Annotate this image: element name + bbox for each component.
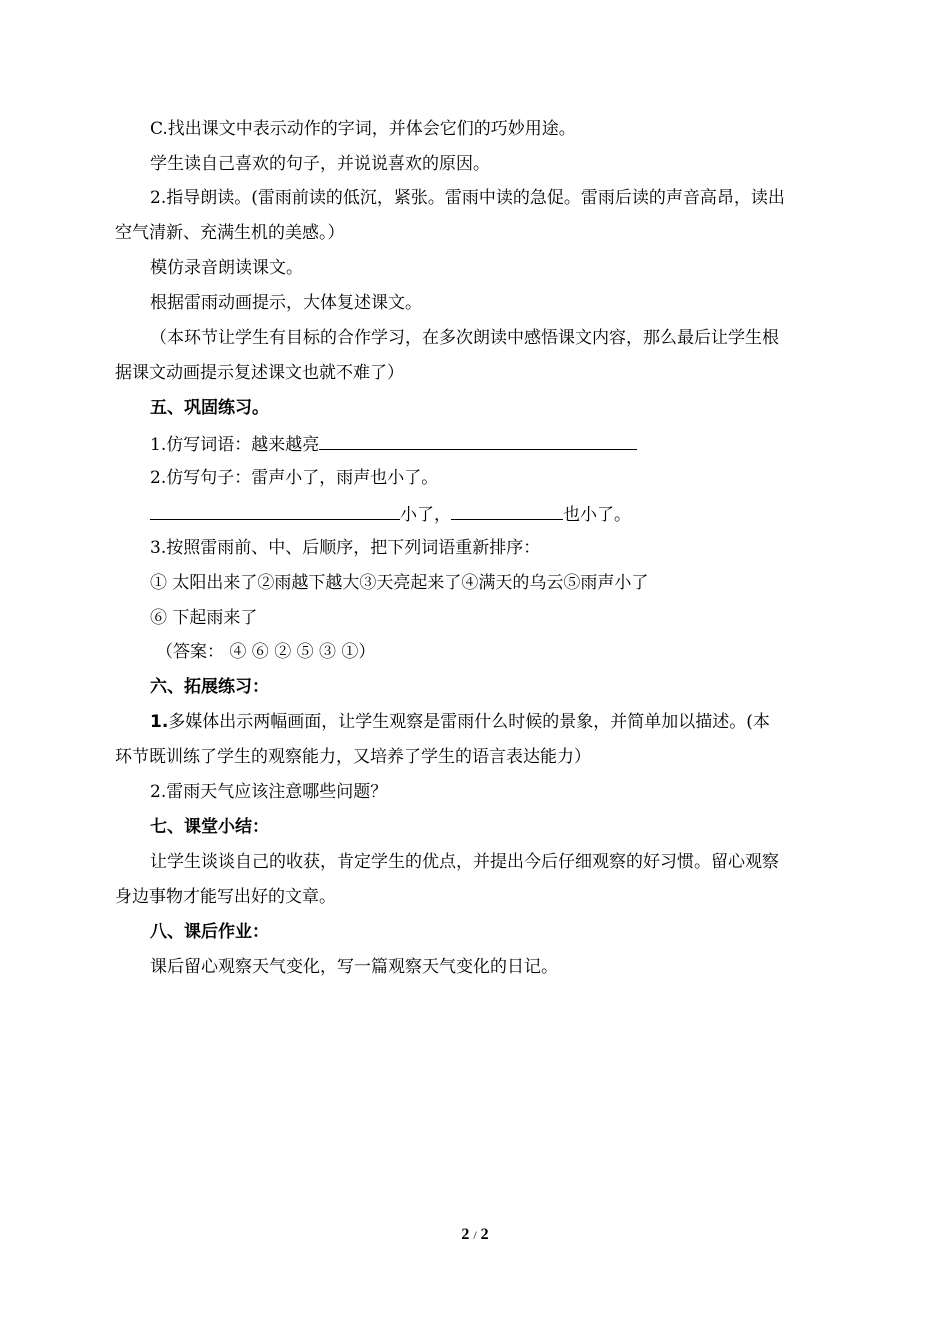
paragraph: 根据雷雨动画提示，大体复述课文。	[150, 293, 422, 313]
paragraph	[150, 710, 770, 734]
section-heading: 七、课堂小结：	[150, 817, 269, 837]
paragraph: 课后留心观察天气变化，写一篇观察天气变化的日记。	[150, 957, 558, 977]
section-heading: 五、巩固练习。	[150, 398, 269, 418]
page-separator: /	[473, 1228, 477, 1242]
paragraph: 空气清新、充满生机的美感。）	[115, 223, 345, 243]
exercise-line: 3.按照雷雨前、中、后顺序，把下列词语重新排序：	[150, 538, 541, 558]
exercise-text: 1.仿写词语：越来越亮	[150, 435, 320, 455]
exercise-line: ① 太阳出来了②雨越下越大③天亮起来了④满天的乌云⑤雨声小了	[150, 573, 649, 593]
answer-line: （答案： ④ ⑥ ② ⑤ ③ ①）	[156, 642, 376, 662]
paragraph: 2.雷雨天气应该注意哪些问题？	[150, 782, 388, 802]
paragraph: 环节既训练了学生的观察能力，又培养了学生的语言表达能力）	[115, 747, 591, 767]
section-heading: 八、课后作业：	[150, 922, 269, 942]
section-heading: 六、拓展练习：	[150, 677, 269, 697]
page-number	[0, 1226, 950, 1244]
exercise-text: 小了，	[400, 505, 451, 525]
paragraph: 学生读自己喜欢的句子，并说说喜欢的原因。	[150, 154, 490, 174]
exercise-line: 2.仿写句子：雷声小了，雨声也小了。	[150, 468, 439, 488]
total-pages: 2	[480, 1226, 489, 1243]
paragraph: （本环节让学生有目标的合作学习，在多次朗读中感悟课文内容，那么最后让学生根	[150, 328, 779, 348]
answer-blank	[319, 431, 637, 450]
exercise-line	[150, 501, 631, 527]
paragraph: C.找出课文中表示动作的字词，并体会它们的巧妙用途。	[150, 119, 576, 139]
answer-blank	[451, 501, 563, 520]
paragraph: 模仿录音朗读课文。	[150, 258, 303, 278]
paragraph: 身边事物才能写出好的文章。	[115, 887, 336, 907]
answer-blank	[150, 501, 400, 520]
item-number: 1.	[150, 712, 169, 732]
exercise-line	[150, 431, 637, 457]
current-page: 2	[461, 1226, 470, 1243]
exercise-text: 也小了。	[563, 505, 631, 525]
paragraph: 让学生谈谈自己的收获，肯定学生的优点，并提出今后仔细观察的好习惯。留心观察	[150, 852, 779, 872]
paragraph: 2.指导朗读。(雷雨前读的低沉，紧张。雷雨中读的急促。雷雨后读的声音高昂，读出	[150, 188, 785, 208]
paragraph: 据课文动画提示复述课文也就不难了）	[115, 363, 404, 383]
paragraph-text: 多媒体出示两幅画面，让学生观察是雷雨什么时候的景象，并简单加以描述。(本	[168, 712, 770, 732]
exercise-line: ⑥ 下起雨来了	[150, 608, 258, 628]
